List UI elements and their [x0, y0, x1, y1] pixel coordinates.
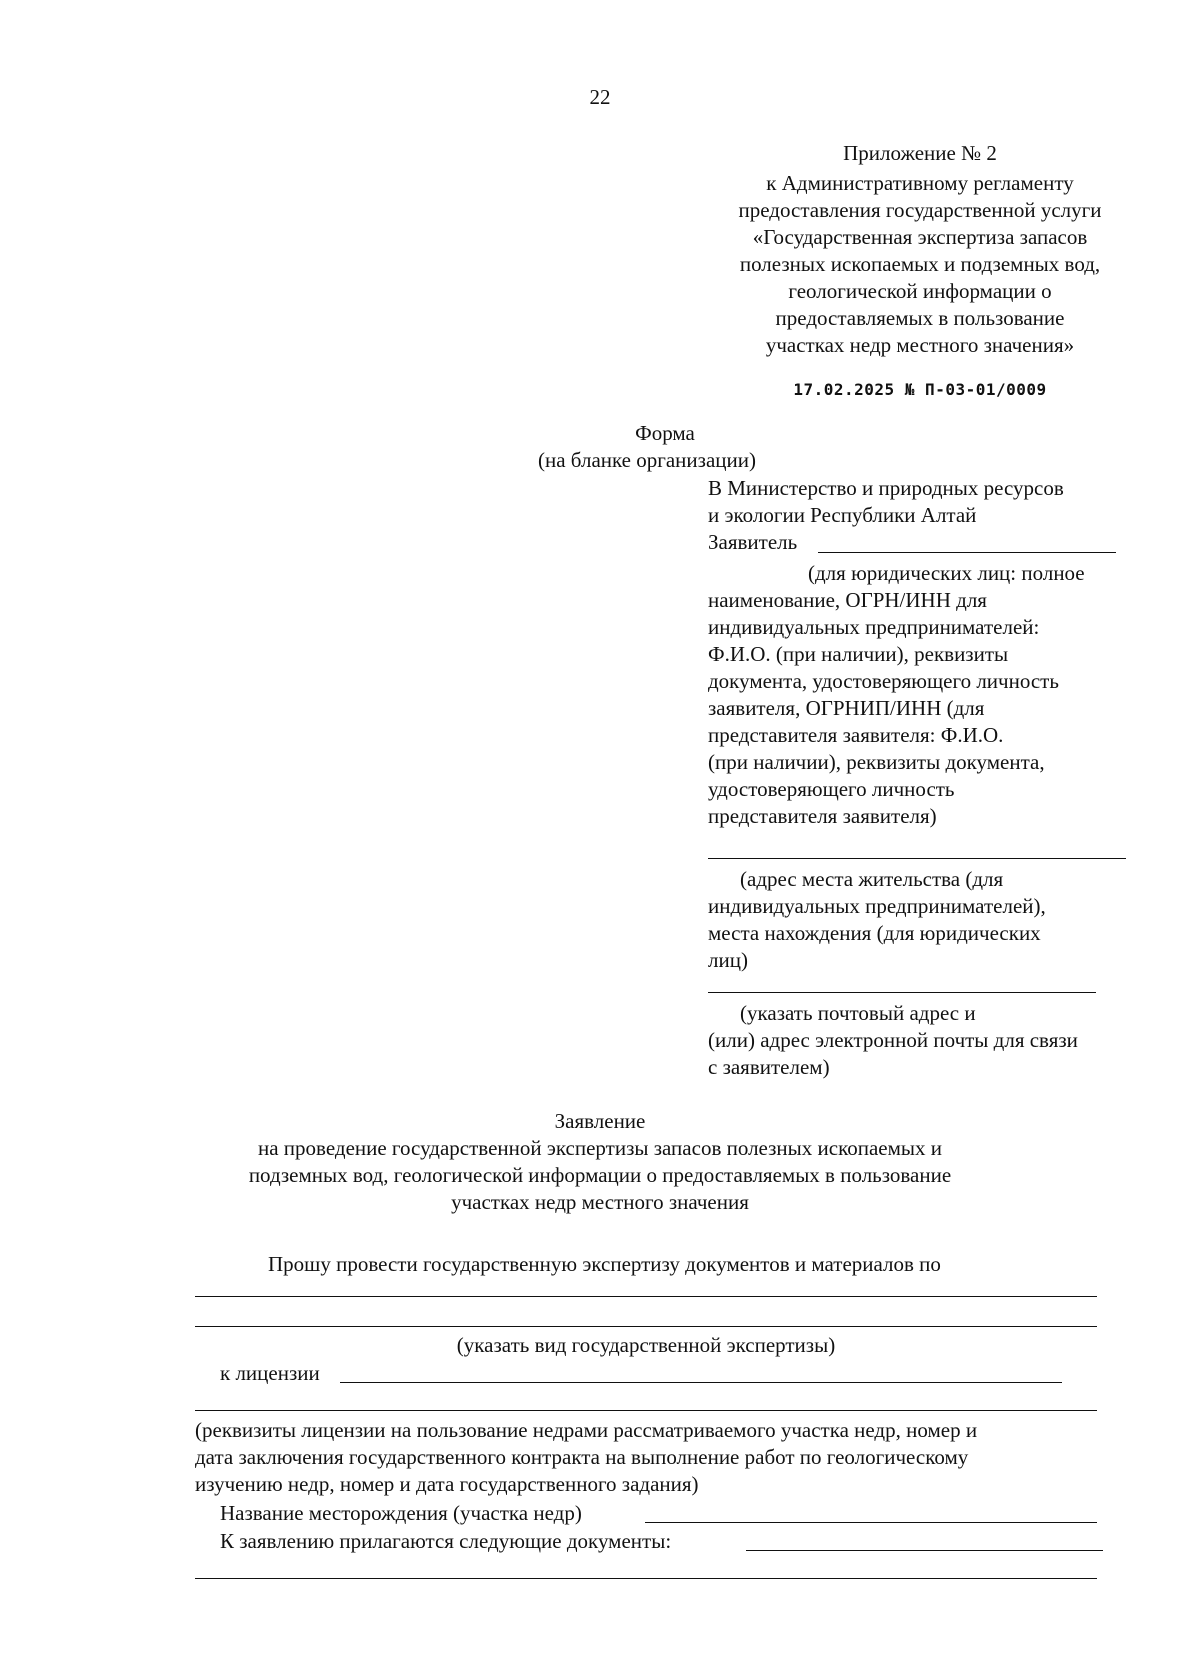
- expertise-field-2[interactable]: [195, 1326, 1097, 1327]
- address-note-first: (адрес места жительства (для: [740, 867, 1004, 891]
- page-number: 22: [589, 85, 611, 109]
- appendix-line: к Административному регламенту: [766, 171, 1074, 195]
- license-note: [195, 1417, 1125, 1498]
- statement-title: Заявление: [554, 1109, 646, 1133]
- appendix-line: участках недр местного значения»: [765, 333, 1075, 357]
- postal-field[interactable]: [708, 992, 1096, 993]
- license-field-2[interactable]: [195, 1410, 1097, 1411]
- form-note: (на бланке организации): [538, 448, 756, 472]
- applicant-note-first: (для юридических лиц: полное: [808, 561, 1085, 585]
- note-line: индивидуальных предпринимателей),: [708, 894, 1046, 918]
- address-note: [708, 893, 1128, 974]
- note-line: индивидуальных предпринимателей:: [708, 615, 1040, 639]
- address-field[interactable]: [708, 858, 1126, 859]
- applicant-field[interactable]: [818, 552, 1116, 553]
- note-line: изучению недр, номер и дата государственного задания): [195, 1472, 699, 1496]
- note-line: документа, удостоверяющего личность: [708, 669, 1059, 693]
- note-line: места нахождения (для юридических: [708, 921, 1041, 945]
- statement-subtitle: [0, 1135, 1200, 1216]
- note-line: удостоверяющего личность: [708, 777, 955, 801]
- attachments-field[interactable]: [746, 1550, 1103, 1551]
- license-label: к лицензии: [220, 1361, 320, 1385]
- addressee-block: [708, 475, 1128, 529]
- note-line: (реквизиты лицензии на пользование недрами рассматриваемого участка недр, номер и: [195, 1418, 978, 1442]
- license-field[interactable]: [340, 1382, 1062, 1383]
- postal-note: [708, 1027, 1148, 1081]
- appendix-line: геологической информации о: [788, 279, 1052, 303]
- appendix-line: «Государственная экспертиза запасов: [752, 225, 1088, 249]
- note-line: наименование, ОГРН/ИНН для: [708, 588, 987, 612]
- note-line: (или) адрес электронной почты для связи: [708, 1028, 1078, 1052]
- note-line: представителя заявителя): [708, 804, 937, 828]
- note-line: с заявителем): [708, 1055, 830, 1079]
- note-line: (при наличии), реквизиты документа,: [708, 750, 1045, 774]
- appendix-line: полезных ископаемых и подземных вод,: [739, 252, 1101, 276]
- deposit-label: Название месторождения (участка недр): [220, 1501, 582, 1525]
- postal-note-first: (указать почтовый адрес и: [740, 1001, 976, 1025]
- addressee-line: В Министерство и природных ресурсов: [708, 476, 1064, 500]
- subtitle-line: на проведение государственной экспертизы запасов полезных ископаемых и: [258, 1136, 942, 1160]
- deposit-field[interactable]: [645, 1522, 1097, 1523]
- attachments-field-2[interactable]: [195, 1578, 1097, 1579]
- form-label: Форма: [635, 421, 695, 445]
- appendix-caption: [700, 170, 1140, 359]
- subtitle-line: подземных вод, геологической информации о предоставляемых в пользование: [248, 1163, 952, 1187]
- appendix-title: Приложение № 2: [843, 141, 997, 165]
- note-line: дата заключения государственного контракта на выполнение работ по геологическому: [195, 1445, 969, 1469]
- attachments-label: К заявлению прилагаются следующие документы:: [220, 1529, 672, 1553]
- note-line: представителя заявителя: Ф.И.О.: [708, 723, 1004, 747]
- appendix-line: предоставления государственной услуги: [738, 198, 1102, 222]
- subtitle-line: участках недр местного значения: [451, 1190, 749, 1214]
- note-line: заявителя, ОГРНИП/ИНН (для: [708, 696, 985, 720]
- note-line: лиц): [708, 948, 748, 972]
- expertise-field-1[interactable]: [195, 1296, 1097, 1297]
- request-text: Прошу провести государственную экспертизу документов и материалов по: [268, 1252, 941, 1276]
- note-line: Ф.И.О. (при наличии), реквизиты: [708, 642, 1009, 666]
- applicant-note: [708, 587, 1128, 830]
- approval-stamp: 17.02.2025 № П-03-01/0009: [793, 380, 1047, 399]
- expertise-type-note: (указать вид государственной экспертизы): [456, 1333, 836, 1357]
- applicant-label: Заявитель: [708, 530, 798, 554]
- addressee-line: и экологии Республики Алтай: [708, 503, 977, 527]
- appendix-line: предоставляемых в пользование: [775, 306, 1065, 330]
